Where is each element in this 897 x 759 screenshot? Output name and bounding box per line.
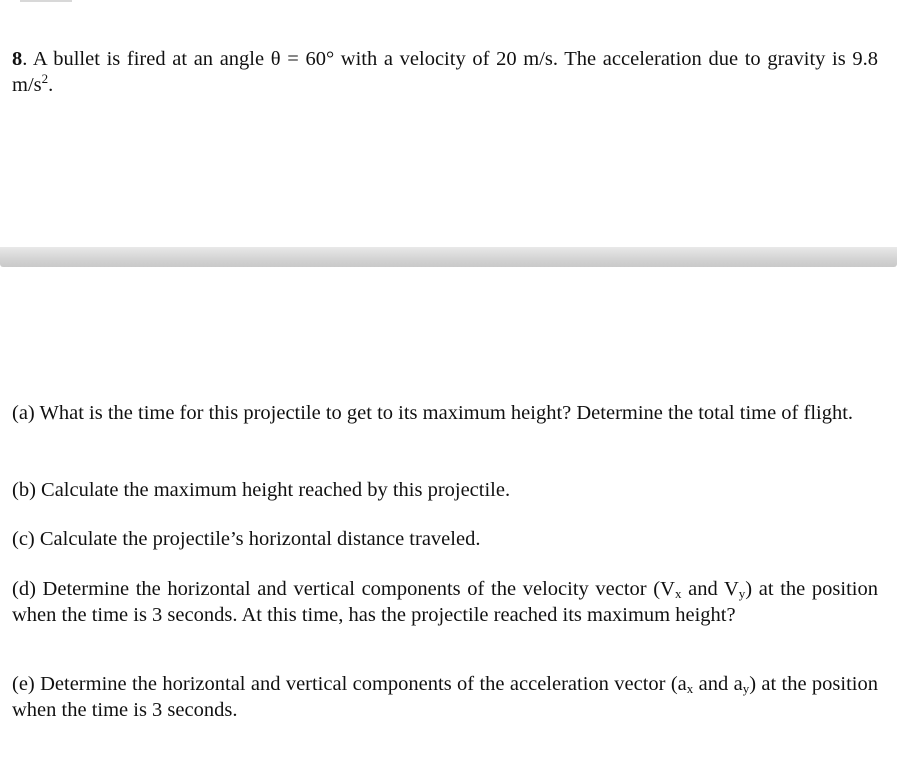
subscript-y: y bbox=[742, 681, 750, 696]
problem-number: 8 bbox=[12, 48, 23, 70]
page-divider bbox=[0, 247, 897, 267]
subscript-x: x bbox=[674, 586, 682, 601]
page-top-section bbox=[0, 0, 897, 247]
part-e-text-1: (e) Determine the horizontal and vertical components of the acceleration vector (a bbox=[12, 673, 687, 695]
question-part-e bbox=[12, 671, 878, 723]
question-part-d bbox=[12, 576, 878, 628]
subscript-x: x bbox=[686, 681, 694, 696]
exponent: 2 bbox=[41, 71, 49, 86]
question-part-a bbox=[12, 400, 878, 426]
subscript-y: y bbox=[738, 586, 746, 601]
problem-text-end: . bbox=[48, 74, 54, 96]
part-e-text-3: ) at the position when the time is 3 seconds. bbox=[12, 673, 878, 721]
part-d-text-1: (d) Determine the horizontal and vertical components of the velocity vector (V bbox=[12, 578, 675, 600]
part-b-text: (b) Calculate the maximum height reached by this projectile. bbox=[12, 479, 511, 501]
part-d-text-3: ) at the position when the time is 3 seconds. At this time, has the projectile reached its maximum height? bbox=[12, 578, 878, 626]
part-a-text: (a) What is the time for this projectile to get to its maximum height? Determine the total time of flight. bbox=[12, 402, 854, 424]
question-part-b bbox=[12, 477, 878, 503]
problem-text: . A bullet is fired at an angle θ = 60° with a velocity of 20 m/s. The acceleration due to gravity is 9.8 m/s bbox=[12, 48, 878, 96]
part-e-text-2: and a bbox=[693, 673, 743, 695]
question-part-c bbox=[12, 526, 878, 552]
part-c-text: (c) Calculate the projectile’s horizontal distance traveled. bbox=[12, 528, 481, 550]
part-d-text-2: and V bbox=[681, 578, 739, 600]
problem-statement bbox=[12, 46, 878, 98]
top-tab-marker bbox=[20, 0, 72, 2]
